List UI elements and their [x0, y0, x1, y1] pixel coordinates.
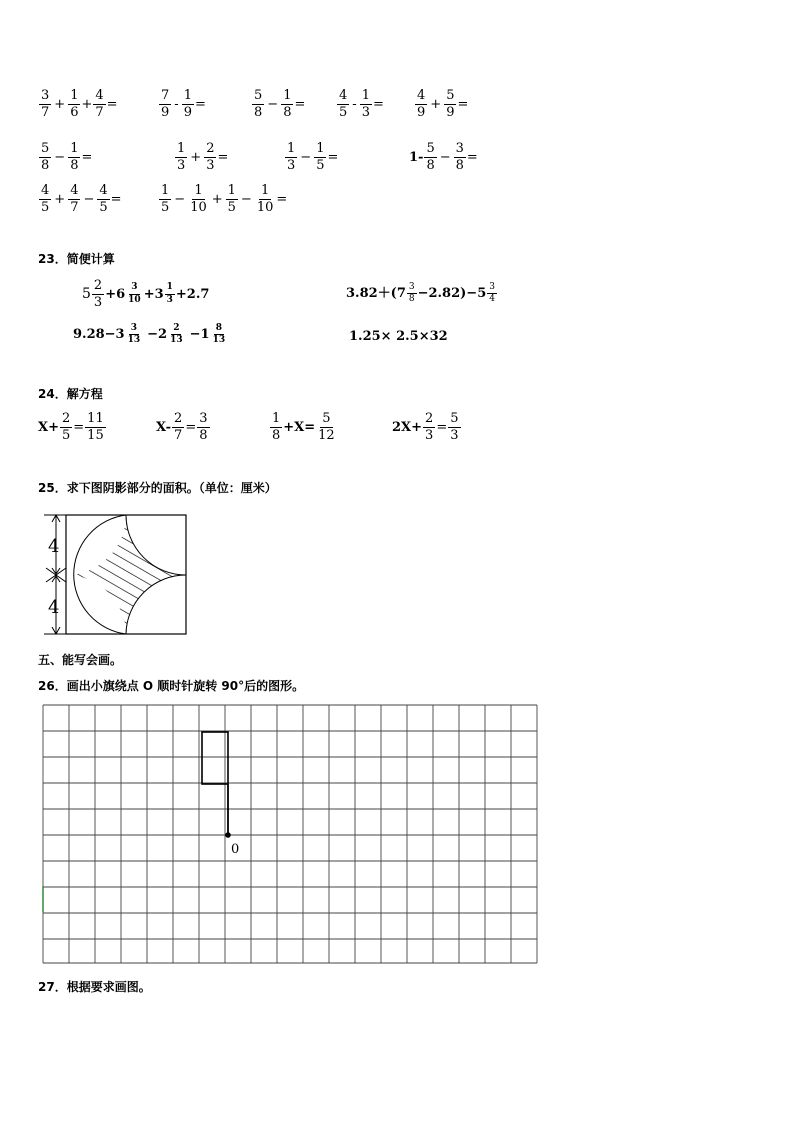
fraction: $\frac{3}{7}$ [41, 88, 50, 120]
expr-row2-d: 1- $\frac{5}{8}$ − $\frac{3}{8}$ = [409, 141, 478, 173]
q24-eq-3: $\frac{1}{8}$ +X= $\frac{5}{12}$ [272, 411, 335, 443]
expr-row2-b: $\frac{1}{3}$ + $\frac{2}{3}$ = [177, 141, 229, 173]
question-25-title: 25．求下图阴影部分的面积。（单位：厘米） [38, 481, 277, 495]
q24-eq-2: X- $\frac{2}{7}$ = $\frac{3}{8}$ [156, 411, 208, 443]
point-o-label: 0 [231, 842, 240, 857]
question-26-title: 26．画出小旗绕点 O 顺时针旋转 90°后的图形。 [38, 679, 305, 693]
expr-row2-c: $\frac{1}{3}$ − $\frac{1}{5}$ = [287, 141, 339, 173]
expr-row1-e: $\frac{4}{9}$ + $\frac{5}{9}$ = [417, 88, 469, 120]
expr-row1-b: $\frac{7}{9}$ - $\frac{1}{9}$ = [161, 88, 206, 120]
question-24-title: 24．解方程 [38, 387, 103, 401]
expr-row1-c: $\frac{5}{8}$ − $\frac{1}{8}$ = [254, 88, 306, 120]
expr-row1-a: $\frac{3}{7}$ + $\frac{1}{6}$ + $\frac{4}{7}$ = [41, 88, 118, 120]
expr-row3-a: $\frac{4}{5}$ + $\frac{4}{7}$ − $\frac{4}{5}$ = [41, 183, 122, 215]
rotation-point-o [225, 832, 231, 838]
dimension-label-bottom: 4 [48, 597, 60, 618]
section-5-title: 五、能写会画。 [38, 653, 123, 667]
flag-body [202, 732, 228, 784]
q23-expr-4: 1.25× 2.5×32 [349, 329, 448, 344]
q24-eq-4: 2X+ $\frac{2}{3}$ = $\frac{5}{3}$ [392, 411, 459, 443]
shaded-area-figure [38, 510, 190, 638]
grid-lines [43, 705, 537, 963]
expr-row2-a: $\frac{5}{8}$ − $\frac{1}{8}$ = [41, 141, 93, 173]
expr-row1-d: $\frac{4}{5}$ - $\frac{1}{3}$ = [339, 88, 384, 120]
expr-row3-b: $\frac{1}{5}$ − $\frac{1}{10}$ + $\frac{1}{5}$ − $\frac{1}{10}$ = [161, 183, 288, 215]
dimension-label-top: 4 [48, 536, 60, 557]
question-27-title: 27．根据要求画图。 [38, 980, 151, 994]
rotation-grid [40, 704, 546, 968]
shaded-region [66, 515, 186, 634]
q23-expr-2: 3.82＋(7 $\frac{3}{8}$ −2.82)−5 $\frac{3}{4}$ [346, 282, 495, 305]
q23-expr-3: 9.28−3 $\frac{3}{13}$ −2 $\frac{2}{13}$ −1 $\frac{8}{13}$ [73, 323, 226, 346]
q23-expr-1: 5 $\frac{2}{3}$ +6 $\frac{3}{10}$ +3 $\frac{1}{3}$ +2.7 [82, 278, 210, 310]
question-23-title: 23．简便计算 [38, 252, 115, 266]
q24-eq-1: X+ $\frac{2}{5}$ = $\frac{11}{15}$ [38, 411, 104, 443]
